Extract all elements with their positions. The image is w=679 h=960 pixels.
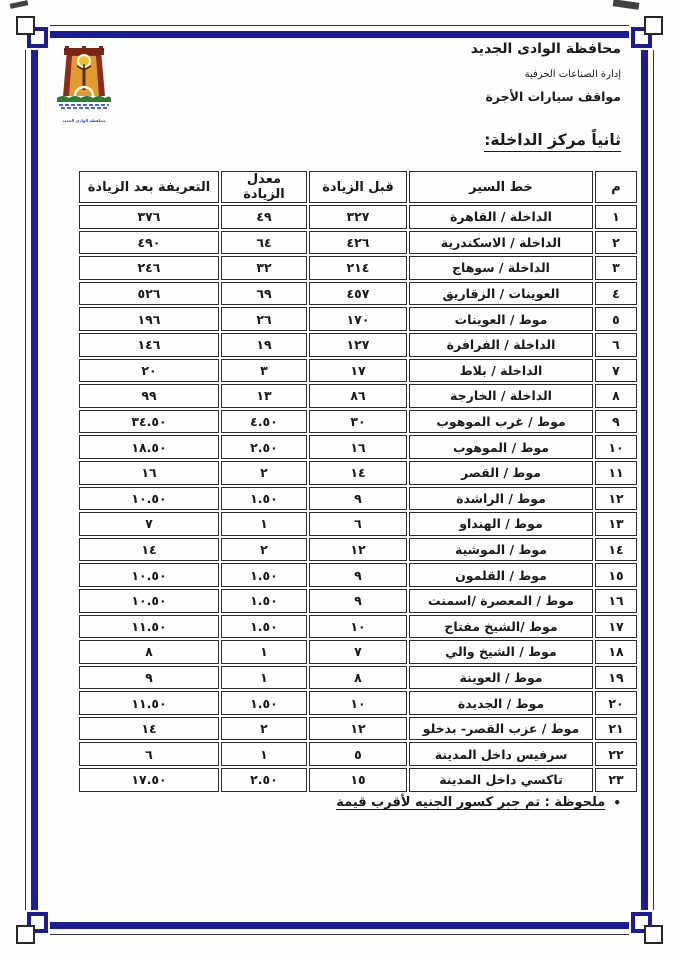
fare-after-increase: ١٩٦: [79, 307, 219, 331]
fare-before-increase: ٨: [309, 666, 407, 690]
increase-rate: ١٩: [221, 333, 307, 357]
route-name: موط / العوينات: [409, 307, 593, 331]
fare-before-increase: ١٢٧: [309, 333, 407, 357]
corner-square-thin: [16, 16, 35, 35]
increase-rate: ١.٥٠: [221, 487, 307, 511]
route-name: الداخلة / الخارجة: [409, 384, 593, 408]
row-number: ١٢: [595, 487, 637, 511]
increase-rate: ٢: [221, 538, 307, 562]
column-header: م: [595, 171, 637, 203]
fare-after-increase: ٥٢٦: [79, 282, 219, 306]
increase-rate: ٣٢: [221, 256, 307, 280]
row-number: ٣: [595, 256, 637, 280]
fare-before-increase: ٨٦: [309, 384, 407, 408]
route-name: موط / العوينة: [409, 666, 593, 690]
fare-table-header: [79, 171, 637, 203]
increase-rate: ٢: [221, 717, 307, 741]
border-corner-ornament: [629, 910, 667, 948]
column-header: خط السير: [409, 171, 593, 203]
table-row: [79, 538, 637, 562]
fare-after-increase: ١٧.٥٠: [79, 768, 219, 792]
table-row: [79, 512, 637, 536]
fare-before-increase: ٦: [309, 512, 407, 536]
increase-rate: ٢.٥٠: [221, 768, 307, 792]
table-row: [79, 231, 637, 255]
row-number: ١٩: [595, 666, 637, 690]
table-row: [79, 333, 637, 357]
route-name: موط / الجديدة: [409, 691, 593, 715]
increase-rate: ١.٥٠: [221, 563, 307, 587]
table-row: [79, 307, 637, 331]
row-number: ٢٠: [595, 691, 637, 715]
route-name: موط / عزب القصر- بدخلو: [409, 717, 593, 741]
row-number: ١٣: [595, 512, 637, 536]
row-number: ٢٣: [595, 768, 637, 792]
table-row: [79, 742, 637, 766]
increase-rate: ١: [221, 742, 307, 766]
table-row: [79, 384, 637, 408]
column-header: معدل الزيادة: [221, 171, 307, 203]
fare-before-increase: ١٢: [309, 717, 407, 741]
table-row: [79, 615, 637, 639]
route-name: موط /الشيخ مفتاح: [409, 615, 593, 639]
increase-rate: ٢: [221, 461, 307, 485]
border-corner-ornament: [629, 12, 667, 50]
fare-after-increase: ٧: [79, 512, 219, 536]
scan-artifact: [10, 0, 29, 9]
fare-before-increase: ٥: [309, 742, 407, 766]
table-row: [79, 563, 637, 587]
fare-before-increase: ١٧٠: [309, 307, 407, 331]
row-number: ٨: [595, 384, 637, 408]
table-row: [79, 717, 637, 741]
border-corner-ornament: [12, 12, 50, 50]
governorate-emblem-icon: [55, 44, 113, 114]
fare-before-increase: ١٠: [309, 691, 407, 715]
fare-before-increase: ٣٢٧: [309, 205, 407, 229]
fare-before-increase: ٩: [309, 487, 407, 511]
table-row: [79, 768, 637, 792]
fare-after-increase: ١٦: [79, 461, 219, 485]
increase-rate: ٦٤: [221, 231, 307, 255]
row-number: ١١: [595, 461, 637, 485]
department-name: إدارة الصناعات الحرفية: [524, 69, 621, 81]
fare-before-increase: ١٢: [309, 538, 407, 562]
border-corner-ornament: [12, 910, 50, 948]
bullet-icon: •: [613, 795, 621, 810]
fare-before-increase: ١٥: [309, 768, 407, 792]
route-name: موط / الموشية: [409, 538, 593, 562]
fare-after-increase: ١٤: [79, 717, 219, 741]
fare-after-increase: ١٤: [79, 538, 219, 562]
table-row: [79, 666, 637, 690]
fare-before-increase: ٩: [309, 589, 407, 613]
fare-table-body: [79, 205, 637, 792]
increase-rate: ٤.٥٠: [221, 410, 307, 434]
row-number: ١٨: [595, 640, 637, 664]
route-name: الداخلة / بلاط: [409, 359, 593, 383]
fare-before-increase: ١٤: [309, 461, 407, 485]
fare-before-increase: ١٠: [309, 615, 407, 639]
increase-rate: ٤٩: [221, 205, 307, 229]
fare-after-increase: ١٠.٥٠: [79, 589, 219, 613]
corner-square-thin: [644, 16, 663, 35]
fare-after-increase: ٩: [79, 666, 219, 690]
increase-rate: ١.٥٠: [221, 589, 307, 613]
fare-after-increase: ٦: [79, 742, 219, 766]
row-number: ١٦: [595, 589, 637, 613]
route-name: موط / الهنداو: [409, 512, 593, 536]
row-number: ١٤: [595, 538, 637, 562]
header-row: [79, 171, 637, 203]
section-title: ثانياً مركز الداخلة:: [484, 131, 621, 152]
route-name: الداخلة / سوهاج: [409, 256, 593, 280]
table-row: [79, 359, 637, 383]
table-row: [79, 640, 637, 664]
row-number: ١٥: [595, 563, 637, 587]
increase-rate: ١: [221, 640, 307, 664]
route-name: الداخلة / القاهرة: [409, 205, 593, 229]
footnote-text: ملحوظة : تم جبر كسور الجنيه لأقرب قيمة: [336, 795, 606, 810]
corner-square-thin: [16, 925, 35, 944]
increase-rate: ٦٩: [221, 282, 307, 306]
route-name: تاكسي داخل المدينة: [409, 768, 593, 792]
route-name: موط / الراشدة: [409, 487, 593, 511]
row-number: ٢٢: [595, 742, 637, 766]
fare-after-increase: ١٠.٥٠: [79, 563, 219, 587]
route-name: موط / القلمون: [409, 563, 593, 587]
route-name: موط / غرب الموهوب: [409, 410, 593, 434]
fare-before-increase: ٧: [309, 640, 407, 664]
governorate-logo: [55, 44, 113, 123]
fare-after-increase: ١٨.٥٠: [79, 435, 219, 459]
governorate-name: محافظة الوادى الجديد: [470, 41, 621, 57]
footnote: [336, 795, 621, 810]
route-name: سرفيس داخل المدينة: [409, 742, 593, 766]
fare-table: [77, 169, 639, 794]
column-header: التعريفة بعد الزيادة: [79, 171, 219, 203]
fare-after-increase: ١٤٦: [79, 333, 219, 357]
row-number: ١٠: [595, 435, 637, 459]
row-number: ١٧: [595, 615, 637, 639]
table-row: [79, 487, 637, 511]
document-header: [301, 42, 621, 104]
fare-before-increase: ٣٠: [309, 410, 407, 434]
route-name: الداخلة / الفرافرة: [409, 333, 593, 357]
row-number: ٩: [595, 410, 637, 434]
increase-rate: ١: [221, 666, 307, 690]
fare-before-increase: ٤٢٦: [309, 231, 407, 255]
increase-rate: ١.٥٠: [221, 691, 307, 715]
table-row: [79, 410, 637, 434]
row-number: ٦: [595, 333, 637, 357]
fare-before-increase: ٤٥٧: [309, 282, 407, 306]
fare-after-increase: ٣٤.٥٠: [79, 410, 219, 434]
route-name: العوينات / الزقاريق: [409, 282, 593, 306]
fare-before-increase: ٩: [309, 563, 407, 587]
increase-rate: ١: [221, 512, 307, 536]
increase-rate: ٢.٥٠: [221, 435, 307, 459]
fare-after-increase: ١٠.٥٠: [79, 487, 219, 511]
fare-after-increase: ٤٩٠: [79, 231, 219, 255]
fare-before-increase: ٢١٤: [309, 256, 407, 280]
increase-rate: ٢٦: [221, 307, 307, 331]
fare-before-increase: ١٧: [309, 359, 407, 383]
logo-caption: محافظة الوادى الجديد: [62, 118, 106, 123]
increase-rate: ٣: [221, 359, 307, 383]
table-row: [79, 282, 637, 306]
table-row: [79, 205, 637, 229]
route-name: الداخلة / الاسكندرية: [409, 231, 593, 255]
table-row: [79, 589, 637, 613]
fare-after-increase: ٨: [79, 640, 219, 664]
fare-after-increase: ٢٤٦: [79, 256, 219, 280]
row-number: ٢: [595, 231, 637, 255]
table-row: [79, 435, 637, 459]
route-name: موط / القصر: [409, 461, 593, 485]
document-subject: مواقف سيارات الأجرة: [485, 89, 621, 105]
row-number: ٧: [595, 359, 637, 383]
scan-artifact: [613, 0, 640, 10]
increase-rate: ١.٥٠: [221, 615, 307, 639]
table-row: [79, 461, 637, 485]
table-row: [79, 256, 637, 280]
fare-after-increase: ٢٠: [79, 359, 219, 383]
fare-after-increase: ٣٧٦: [79, 205, 219, 229]
table-row: [79, 691, 637, 715]
row-number: ٥: [595, 307, 637, 331]
fare-after-increase: ١١.٥٠: [79, 615, 219, 639]
row-number: ١: [595, 205, 637, 229]
route-name: موط / المعصرة /اسمنت: [409, 589, 593, 613]
increase-rate: ١٣: [221, 384, 307, 408]
route-name: موط / الشيخ والي: [409, 640, 593, 664]
column-header: قبل الزيادة: [309, 171, 407, 203]
fare-before-increase: ١٦: [309, 435, 407, 459]
row-number: ٢١: [595, 717, 637, 741]
corner-square-thin: [644, 925, 663, 944]
route-name: موط / الموهوب: [409, 435, 593, 459]
fare-after-increase: ١١.٥٠: [79, 691, 219, 715]
row-number: ٤: [595, 282, 637, 306]
fare-after-increase: ٩٩: [79, 384, 219, 408]
